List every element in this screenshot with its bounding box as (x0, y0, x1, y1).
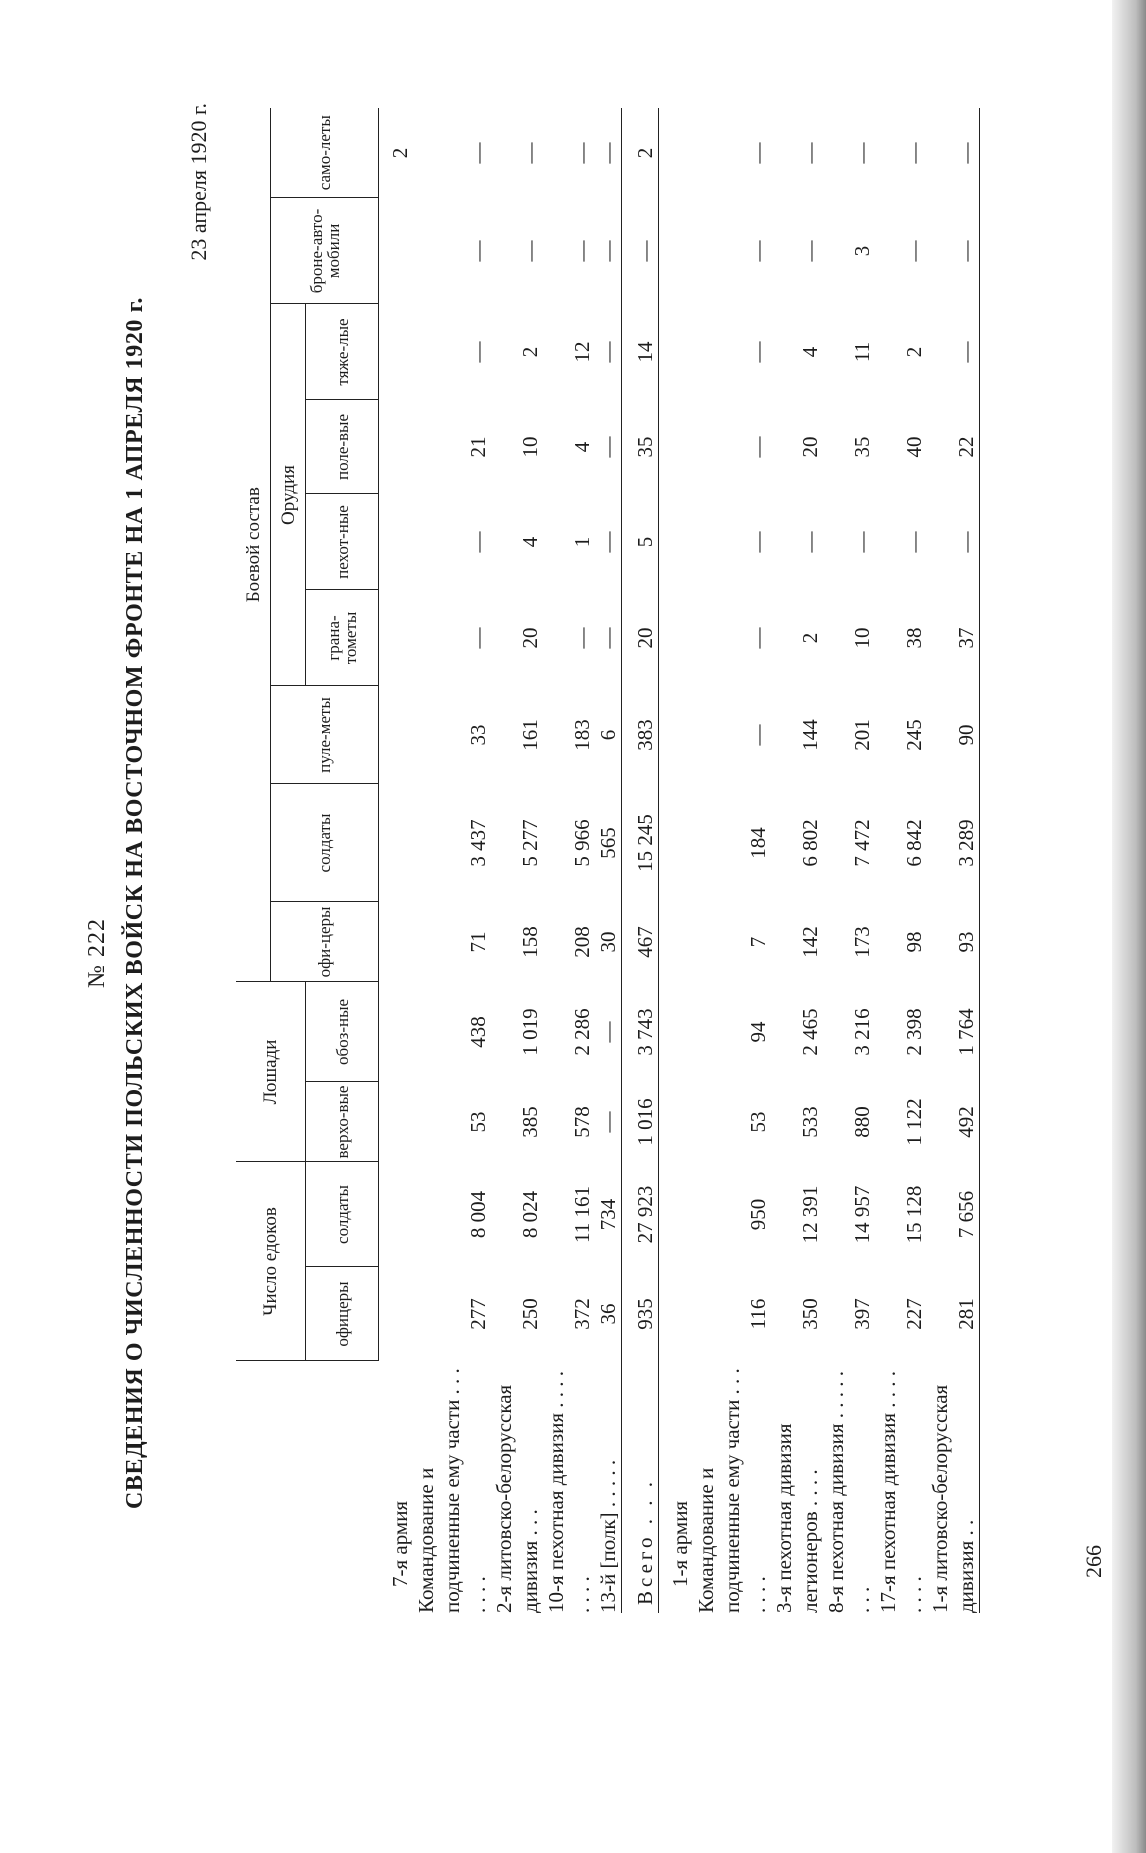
table-row (491, 108, 543, 1613)
col-combat-officers: офи-церы (271, 902, 379, 982)
cell: 578 (570, 1106, 594, 1138)
cell: 250 (518, 1298, 542, 1330)
col-machine-guns: пуле-меты (271, 686, 379, 784)
cell: 35 (622, 400, 659, 494)
label-header (236, 1361, 379, 1613)
col-grenade-launchers: грана-тометы (306, 590, 379, 686)
cell: — (902, 240, 926, 262)
cell: — (596, 142, 620, 164)
col-aircraft: само-леты (271, 108, 379, 198)
cell: — (746, 142, 770, 164)
row-label: 13-й [полк] . . . . . (596, 1459, 620, 1613)
cell: — (902, 142, 926, 164)
cell: 3 216 (850, 1008, 874, 1056)
table-row (927, 108, 980, 1613)
army-title: 7-я армия (388, 1500, 412, 1587)
cell: 201 (850, 719, 874, 751)
cell: 5 277 (518, 819, 542, 867)
cell: 7 (746, 936, 770, 948)
cell: — (596, 240, 620, 262)
cell: 565 (596, 827, 620, 859)
cell: 8 004 (466, 1190, 490, 1239)
cell: — (746, 627, 770, 649)
cell: 14 957 (850, 1185, 874, 1244)
cell: 950 (746, 1198, 770, 1231)
row-label: 2-я литовско-белорусская дивизия . . . (492, 1384, 542, 1613)
cell: — (570, 142, 594, 164)
cell: 36 (596, 1303, 620, 1325)
cell: 6 (596, 729, 620, 741)
cell: — (596, 531, 620, 553)
cell: 4 (518, 536, 542, 548)
cell: — (466, 627, 490, 649)
cell: 158 (518, 926, 542, 958)
cell: — (850, 142, 874, 164)
army-title: 1-я армия (668, 1500, 692, 1587)
cell: — (927, 494, 980, 590)
row-label: 8-я пехотная дивизия . . . . . . . . (824, 1370, 874, 1613)
cell: 14 (622, 304, 659, 400)
cell: 173 (850, 926, 874, 958)
cell: — (596, 1021, 620, 1043)
cell: 533 (798, 1106, 822, 1138)
table-row (543, 108, 595, 1613)
cell: 7 656 (927, 1162, 980, 1267)
col-soldiers: солдаты (306, 1162, 379, 1267)
cell: 467 (622, 902, 659, 982)
cell: 8 024 (518, 1190, 542, 1239)
cell: 935 (622, 1267, 659, 1361)
cell: 245 (902, 719, 926, 751)
table-row (595, 108, 622, 1613)
cell: — (570, 627, 594, 649)
guns-header: Орудия (271, 304, 306, 686)
row-label: 17-я пехотная дивизия . . . . . . . . (876, 1370, 926, 1613)
cell: — (466, 341, 490, 363)
cell: — (596, 436, 620, 458)
cell: 184 (746, 827, 770, 859)
cell: 40 (902, 436, 926, 458)
horses-header: Лошади (236, 982, 306, 1162)
row-label: Командование и подчиненные ему части . . . . . . . (414, 1368, 490, 1613)
col-infantry-guns: пехот-ные (306, 494, 379, 590)
cell: 880 (850, 1106, 874, 1138)
strength-table (236, 108, 980, 1613)
cell: 142 (798, 926, 822, 958)
cell: — (596, 627, 620, 649)
cell: 6 842 (902, 819, 926, 867)
cell: 37 (927, 590, 980, 686)
cell: 90 (927, 686, 980, 784)
cell: 22 (927, 400, 980, 494)
cell: 397 (850, 1298, 874, 1330)
cell: 1 019 (518, 1008, 542, 1056)
cell: 350 (798, 1298, 822, 1330)
cell: 372 (570, 1298, 594, 1330)
cell: 1 016 (622, 1082, 659, 1162)
col-field-guns: поле-вые (306, 400, 379, 494)
cell: 492 (927, 1082, 980, 1162)
cell: 3 743 (622, 982, 659, 1082)
col-officers: офицеры (306, 1267, 379, 1361)
document-date: 23 апреля 1920 г. (186, 103, 211, 261)
document-number: № 222 (84, 918, 110, 988)
cell: 53 (466, 1111, 490, 1133)
total-label: Всего . . . (622, 1361, 659, 1613)
cell: — (746, 240, 770, 262)
table-row (693, 108, 771, 1613)
cell: 20 (798, 436, 822, 458)
cell: — (466, 240, 490, 262)
cell: 2 398 (902, 1008, 926, 1056)
row-label: 1-я литовско-белорусская дивизия . . (927, 1361, 980, 1613)
cell: 20 (518, 627, 542, 649)
table-row (875, 108, 927, 1613)
eaters-header: Число едоков (236, 1162, 306, 1361)
cell: 21 (466, 436, 490, 458)
total-row (622, 108, 659, 1613)
cell: 15 245 (622, 784, 659, 902)
cell: 35 (850, 436, 874, 458)
combat-header: Боевой состав (236, 108, 271, 982)
cell: — (596, 341, 620, 363)
cell: 7 472 (850, 819, 874, 867)
cell: 2 (518, 346, 542, 358)
cell: — (466, 531, 490, 553)
cell: 3 (850, 245, 874, 257)
cell: 12 (570, 341, 594, 363)
cell: 98 (902, 931, 926, 953)
cell: 33 (466, 724, 490, 746)
table-row (771, 108, 823, 1613)
cell: — (927, 198, 980, 304)
table-row (413, 108, 491, 1613)
cell: 2 (902, 346, 926, 358)
cell: 11 (850, 341, 874, 363)
cell: 3 437 (466, 819, 490, 867)
cell: — (466, 142, 490, 164)
cell: 2 (622, 108, 659, 198)
cell: 5 966 (570, 819, 594, 867)
cell: 2 (798, 632, 822, 644)
cell: 15 128 (902, 1185, 926, 1244)
aircraft-note: 2 (388, 147, 412, 159)
cell: — (850, 531, 874, 553)
cell: 183 (570, 719, 594, 751)
cell: — (927, 108, 980, 198)
cell: — (902, 531, 926, 553)
cell: — (746, 436, 770, 458)
cell: 27 923 (622, 1162, 659, 1267)
cell: 2 286 (570, 1008, 594, 1056)
cell: 1 764 (927, 982, 980, 1082)
cell: — (798, 240, 822, 262)
cell: 4 (798, 346, 822, 358)
cell: 227 (902, 1298, 926, 1330)
cell: — (798, 531, 822, 553)
cell: — (622, 198, 659, 304)
row-label: 3-я пехотная дивизия легионеров . . . . (772, 1423, 822, 1613)
cell: — (746, 341, 770, 363)
page-number: 266 (1081, 1545, 1106, 1578)
cell: 93 (927, 902, 980, 982)
cell: 94 (746, 1021, 770, 1043)
cell: 438 (466, 1016, 490, 1048)
cell: 116 (746, 1298, 770, 1330)
cell: 208 (570, 926, 594, 958)
cell: 10 (518, 436, 542, 458)
cell: 20 (622, 590, 659, 686)
cell: 277 (466, 1298, 490, 1330)
cell: 10 (850, 627, 874, 649)
cell: 1 122 (902, 1098, 926, 1146)
cell: 1 (570, 536, 594, 548)
row-label: 10-я пехотная дивизия . . . . . . . . (544, 1370, 594, 1613)
cell: — (518, 142, 542, 164)
cell: 11 161 (570, 1186, 594, 1243)
cell: 71 (466, 931, 490, 953)
cell: 38 (902, 627, 926, 649)
cell: — (798, 142, 822, 164)
col-combat-soldiers: солдаты (271, 784, 379, 902)
cell: 144 (798, 719, 822, 751)
cell: 30 (596, 931, 620, 953)
cell: 161 (518, 719, 542, 751)
cell: 5 (622, 494, 659, 590)
cell: 4 (570, 441, 594, 453)
col-transport-horses: обоз-ные (306, 982, 379, 1082)
row-label: Командование и подчиненные ему части . . . . . . . (694, 1368, 770, 1613)
table-row (823, 108, 875, 1613)
cell: — (596, 1111, 620, 1133)
cell: 385 (518, 1106, 542, 1138)
page-title: СВЕДЕНИЯ О ЧИСЛЕННОСТИ ПОЛЬСКИХ ВОЙСК НА ВОСТОЧНОМ ФРОНТЕ НА 1 АПРЕЛЯ 1920 г. (122, 296, 148, 1510)
cell: — (518, 240, 542, 262)
cell: 734 (596, 1198, 620, 1231)
cell: 3 289 (927, 784, 980, 902)
cell: — (746, 724, 770, 746)
col-heavy-guns: тяже-лые (306, 304, 379, 400)
cell: — (570, 240, 594, 262)
cell: 6 802 (798, 819, 822, 867)
cell: 12 391 (798, 1185, 822, 1244)
cell: 281 (927, 1267, 980, 1361)
cell: 383 (622, 686, 659, 784)
col-armored-cars: броне-авто-мобили (271, 198, 379, 304)
cell: — (927, 304, 980, 400)
col-riding-horses: верхо-вые (306, 1082, 379, 1162)
cell: — (746, 531, 770, 553)
cell: 2 465 (798, 1008, 822, 1056)
cell: 53 (746, 1111, 770, 1133)
